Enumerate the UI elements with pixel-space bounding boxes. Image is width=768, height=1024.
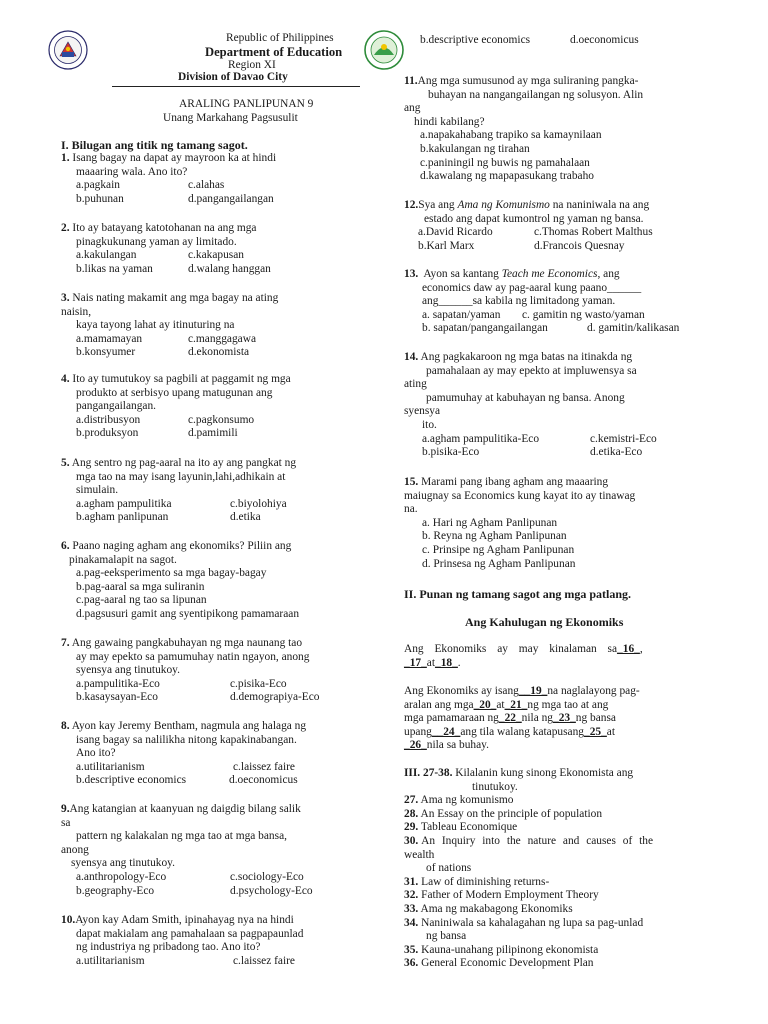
section-2-paragraph-2: Ang Ekonomiks ay isang__19_na naglalayong pag- aralan ang mga_20_at_21_ng mga tao at ang mga pamamaraan ng_22_nila ng_23_ng bansa upang__24_ang tila walang katapusang_25_at _26_nila sa buhay. (404, 685, 640, 752)
section-2-title: II. Punan ng tamang sagot ang mga patlang. (404, 587, 632, 601)
header-divider (112, 86, 360, 87)
question-5: 5. Ang sentro ng pag-aaral na ito ay ang pangkat ng mga tao na may isang layunin,lahi,adhikain at simulain. a.agham pampulitika c.biyolohiya b.agham panlipunan d.etika (61, 457, 297, 524)
header-republic: Republic of Philippines (226, 32, 334, 44)
question-2: 2. Ito ay batayang katotohanan na ang mga pinagkukunang yaman ay limitado. a.kakulangan c.kakapusan b.likas na yaman d.walang hanggan (61, 222, 271, 275)
section-2-paragraph-1: Ang Ekonomiks ay may kinalaman sa_16_, _17_at_18_. (404, 643, 643, 669)
question-9: 9.Ang katangian at kaanyuan ng daigdig bilang salik sa pattern ng kalakalan ng mga tao at mga bansa, anong syensya ang tinutukoy. a.anthropology-Eco c.sociology-Eco b.geography-Eco d.psychology-Eco (61, 803, 313, 897)
header-division: Division of Davao City (178, 71, 288, 83)
deped-seal-icon (48, 30, 88, 70)
question-12: 12.Sya ang Ama ng Komunismo na naniniwala na ang estado ang dapat kumontrol ng yaman ng bansa. a.David Ricardo c.Thomas Robert Malthus b.Karl Marx d.Francois Quesnay (404, 199, 653, 252)
section-3: III. 27-38. Kilalanin kung sinong Ekonomista ang tinutukoy. 27. Ama ng komunismo 28. An Essay on the principle of population 29. Tableau Economique 30. An Inquiry into the nature and causes of the wealth of nations 31. Law of diminishing returns- 32. Father of Modern Employment Theory 33. Ama ng makabagong Ekonomiks 34. Naniniwala sa kahalagahan ng lupa sa pag-unlad ng bansa 35. Kauna-unahang pilipinong ekonomista 36. General Economic Development Plan (404, 767, 654, 970)
header-subject: ARALING PANLIPUNAN 9 (179, 98, 314, 110)
question-13: 13. Ayon sa kantang Teach me Economics, ang economics daw ay pag-aaral kung paano______ ang______sa kabila ng limitadong yaman. a. sapatan/yaman c. gamitin ng wasto/yaman b. sapatan/pangangailangan d. gamitin/kalikasan (404, 268, 680, 335)
question-7: 7. Ang gawaing pangkabuhayan ng mga naunang tao ay may epekto sa pamumuhay natin ngayon, anong syensya ang tinutukoy. a.pampulitika-Eco c.pisika-Eco b.kasaysayan-Eco d.demograpiya-Eco (61, 637, 320, 704)
question-15: 15. Marami pang ibang agham ang maaaring maiugnay sa Economics kung kayat ito ay tinawag na. a. Hari ng Agham Panlipunan b. Reyna ng Agham Panlipunan c. Prinsipe ng Agham Panlipunan d. Prinsesa ng Agham Panlipunan (404, 476, 636, 570)
header-department: Department of Education (205, 45, 343, 59)
question-11: 11.Ang mga sumusunod ay mga suliraning pangka- buhayan na nangangailangan ng solusyon. Alin ang hindi kabilang? a.napakahabang trapiko sa kamaynilaan b.kakulangan ng tirahan c.paniningil ng buwis ng pamahalaan d.kawalang ng mapapasukang trabaho (404, 75, 644, 183)
question-14: 14. Ang pagkakaroon ng mga batas na itinakda ng pamahalaan ay may epekto at impluwensya sa ating pamumuhay at kabuhayan ng bansa. Anong syensya ito. a.agham pampulitika-Eco c.kemistri-Eco b.pisika-Eco d.etika-Eco (404, 351, 657, 459)
question-4: 4. Ito ay tumutukoy sa pagbili at paggamit ng mga produkto at serbisyo upang matugunan ang pangangailangan. a.distribusyon c.pagkonsumo b.produksyon d.pamimili (61, 373, 291, 440)
question-3: 3. Nais nating makamit ang mga bagay na ating naisin, kaya tayong lahat ay itinuturing na a.mamamayan c.manggagawa b.konsyumer d.ekonomista (61, 292, 279, 359)
header-exam: Unang Markahang Pagsusulit (163, 112, 298, 124)
header-region: Region XI (228, 59, 276, 71)
section-2-subtitle: Ang Kahulugan ng Ekonomiks (465, 615, 624, 629)
question-8: 8. Ayon kay Jeremy Bentham, nagmula ang halaga ng isang bagay sa nalilikha nitong kapakinabangan. Ano ito? a.utilitarianism c.laissez faire b.descriptive economics d.oeconomicus (61, 720, 307, 787)
question-1: 1. Isang bagay na dapat ay mayroon ka at hindi maaaring wala. Ano ito? a.pagkain c.alahas b.puhunan d.pangangailangan (61, 152, 277, 205)
question-10-continued: b.descriptive economics d.oeconomicus (420, 34, 639, 46)
question-6: 6. Paano naging agham ang ekonomiks? Piliin ang pinakamalapit na sagot. a.pag-eeksperimento sa mga bagay-bagay b.pag-aaral sa mga suliranin c.pag-aaral ng tao sa lipunan d.pagsusuri gamit ang syentipikong pamamaraan (61, 540, 300, 620)
question-10: 10.Ayon kay Adam Smith, ipinahayag nya na hindi dapat makialam ang pamahalaan sa pagpapaunlad ng industriya ng pribadong tao. Ano ito? a.utilitarianism c.laissez faire (61, 914, 304, 967)
division-seal-icon (364, 30, 404, 70)
section-1-title: I. Bilugan ang titik ng tamang sagot. (61, 138, 248, 152)
